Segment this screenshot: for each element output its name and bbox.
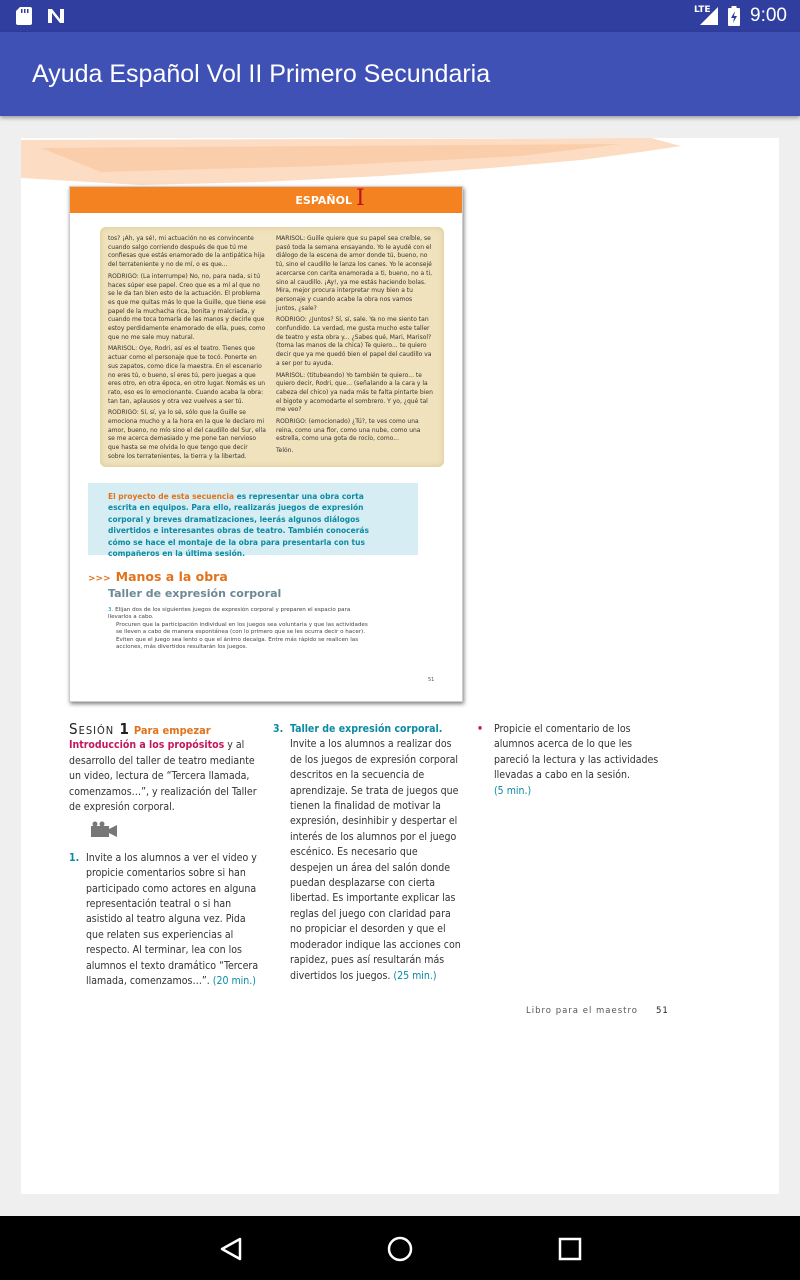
book-header-label: ESPAÑOL xyxy=(295,194,352,207)
instruction-text: Elijan dos de los siguientes juegos de expresión corporal y preparen el espacio para llevarlos a cabo. xyxy=(108,607,351,621)
script-parchment xyxy=(100,227,444,467)
session-heading xyxy=(69,722,259,738)
section-title: Manos a la obra xyxy=(115,569,228,584)
bullet-text: Propicie el comentario de los alumnos acerca de lo que les pareció la lectura y las actividades llevadas a cabo en la sesión. xyxy=(494,723,659,782)
script-line: MARISOL: Oye, Rodri, así es el teatro. Tienes que actuar como el personaje que te tocó. Ponerte en sus zapatos, como dice la maestra. En el escenario no eres tú, o bueno, sí eres tú, pero juegas a que eres otro, en otra época, en otro lugar. Nomás es un rato, eso es lo emocionante. Cuando acaba la obra: tan tan, aplausos y otra vez vuelves a ser tú. xyxy=(108,345,266,405)
recents-icon[interactable] xyxy=(558,1236,582,1262)
script-line: MARISOL: Guille quiere que su papel sea creíble, se pasó toda la semana ensayando. Yo le ayudé con el diálogo de la escena de amor donde tú, bueno, no tú, sino el caudillo le lanza los canes. Yo le aconsejé acercarse con carita enamorada a ti, bueno, no a ti, sino al caudillo. ¡Ay!, ya me estás haciendo bolas. Mira, mejor procura interpretar muy bien a tu personaje y cuando acabe la obra nos vamos juntos, ¿sale? xyxy=(276,235,433,312)
section-heading xyxy=(88,569,228,584)
intro-text: y al desarrollo del taller de teatro mediante un video, lectura de “Tercera llamada, comenzamos…”, y realización del Taller de expresión corporal. xyxy=(69,739,257,814)
book-page-image xyxy=(69,186,463,702)
script-column-right xyxy=(276,235,434,459)
back-icon[interactable] xyxy=(218,1236,244,1262)
instruction-note: Procuren que la participación individual en los juegos sea voluntaria y que las actividades se lleven a cabo de manera espontánea (con lo primero que se les ocurra decir o hacer). Eviten que el juego sea lento o que el ánimo decaiga. Entre más rápido se realicen las acciones, más divertidos resultarán los juegos. xyxy=(116,621,368,651)
item-time: (25 min.) xyxy=(390,969,437,982)
network-type-label: LTE xyxy=(694,5,711,15)
n-icon xyxy=(46,7,66,25)
orange-brush-stroke xyxy=(21,138,681,188)
book-roman-numeral: I xyxy=(356,186,365,211)
guide-bullet xyxy=(477,722,667,799)
navigation-bar xyxy=(0,1216,800,1280)
document-page[interactable] xyxy=(21,138,779,1194)
project-callout xyxy=(88,483,418,559)
item-text: Invite a los alumnos a realizar dos de los juegos de expresión corporal descritos en la secuencia de aprendizaje. Se trata de juegos que tienen la finalidad de motivar la expresión, desinhibir y despertar el interés de los alumnos por el juego escénico. Es necesario que despejen un área del salón donde puedan desplazarse con cierta libertad. Es importante explicar las reglas del juego con claridad para no propiciar el desorden y que el moderador indique las acciones con rapidez, pues así resultarán más divertidos los juegos. xyxy=(290,738,461,982)
guide-item-3 xyxy=(273,722,463,984)
video-camera-icon xyxy=(89,821,117,839)
guide-column-middle xyxy=(273,722,463,984)
bullet-time: (5 min.) xyxy=(494,784,532,797)
app-bar xyxy=(0,32,800,116)
footer-page-number: 51 xyxy=(656,1006,669,1016)
project-text xyxy=(108,491,370,559)
signal-icon xyxy=(700,7,718,25)
script-line: RODRIGO: ¿Juntos? Sí, sí, sale. Ya no me siento tan confundido. La verdad, me gusta mucho este taller de teatro y esta obra y... ¿Sabes qué, Mari, Marisol? (toma las manos de la chica) Te quiero... te quiero decir que ya me quedó bien el papel del caudillo va a ser por tu ayuda. xyxy=(276,316,432,367)
project-highlight: El proyecto de esta secuencia xyxy=(108,492,235,501)
project-body: es representar una obra corta escrita en equipos. Para ello, realizarás juegos de expresión corporal y breves dramatizaciones, leerás algunos diálogos divertidos e interesantes obras de teatro. También conocerás cómo se hace el montaje de la obra para presentarla con tus compañeros en la última sesión. xyxy=(108,492,369,559)
session-word: Sesión xyxy=(69,720,115,738)
item-title: Taller de expresión corporal. xyxy=(290,723,443,735)
battery-icon xyxy=(728,6,740,26)
script-line: tos? ¡Ah, ya sé!, mi actuación no es convincente cuando salgo corriendo después de que tú me confiesas que estás enamorado de la antipática hija del terrateniente y no de mí, o es que... xyxy=(108,235,265,269)
intro-paragraph xyxy=(69,738,259,815)
home-icon[interactable] xyxy=(386,1236,414,1262)
guide-column-left xyxy=(69,722,259,990)
script-line: RODRIGO: Sí, sí, ya lo sé, sólo que la Guille se emociona mucho y a la hora en la que le declaro mi amor, bueno, no mío sino el del caudillo del Sur, ella se me acerca demasiado y me pone tan nervioso que hasta se me olvida lo que tengo que decir sobre los terratenientes, la tierra y la libertad. xyxy=(108,409,266,460)
bullet-mark: • xyxy=(477,723,484,735)
clock: 9:00 xyxy=(750,5,787,26)
page-footer xyxy=(526,1006,669,1016)
guide-column-right xyxy=(477,722,667,799)
script-line: Telón. xyxy=(276,447,294,455)
item-number: 3. xyxy=(273,723,284,735)
app-title: Ayuda Español Vol II Primero Secundaria xyxy=(32,60,491,88)
script-line: RODRIGO: (La interrumpe) No, no, para nada, si tú haces súper ese papel. Creo que es a mí al que no se le da tan bien esto de la actuación. El problema es que me quitas más lo que la Guille, que tiene ese papel de la muchacha rica, bonita y malcriada, y cuando me toca tomarla de las manos y decirle que estoy perdidamente enamorado de ella, pues, como que no me sale muy natural. xyxy=(108,272,266,341)
script-line: MARISOL: (titubeando) Yo también te quiero... te quiero decir, Rodri, que... (señalando a la cara y la cabeza del chico) ya nada más te falta pintarte bien el bigote y acomodarte el sombrero. Y yo, ¿qué tal me veo? xyxy=(276,371,433,414)
script-line: RODRIGO: (emocionado) ¿Tú?, te ves como una reina, como una flor, como una nube, como una estrella, como una gota de rocío, como... xyxy=(276,418,421,443)
item-number: 1. xyxy=(69,851,80,864)
guide-item-1 xyxy=(69,851,259,990)
item-time: (20 min.) xyxy=(209,975,256,988)
subsection-heading: Taller de expresión corporal xyxy=(108,587,282,600)
session-number: 1 xyxy=(119,720,130,738)
footer-text: Libro para el maestro xyxy=(526,1006,638,1016)
instruction-number: 3. xyxy=(108,607,114,613)
intro-highlight: Introducción a los propósitos xyxy=(69,739,225,752)
session-tag: Para empezar xyxy=(133,724,211,737)
book-page-number: 51 xyxy=(428,677,435,683)
item-text: Invite a los alumnos a ver el video y propicie comentarios sobre si han participado como actores en alguna representación teatral o si han asistido al teatro alguna vez. Pida que relaten sus experiencias al respecto. Al terminar, lea con los alumnos el texto dramático “Tercera llamada, comenzamos…”. xyxy=(86,851,259,988)
book-header-band xyxy=(70,187,462,213)
instruction-block xyxy=(108,607,368,655)
script-column-left xyxy=(108,235,266,465)
sd-card-icon xyxy=(16,7,32,25)
status-bar xyxy=(0,0,800,32)
section-marker: >>> xyxy=(88,574,111,584)
